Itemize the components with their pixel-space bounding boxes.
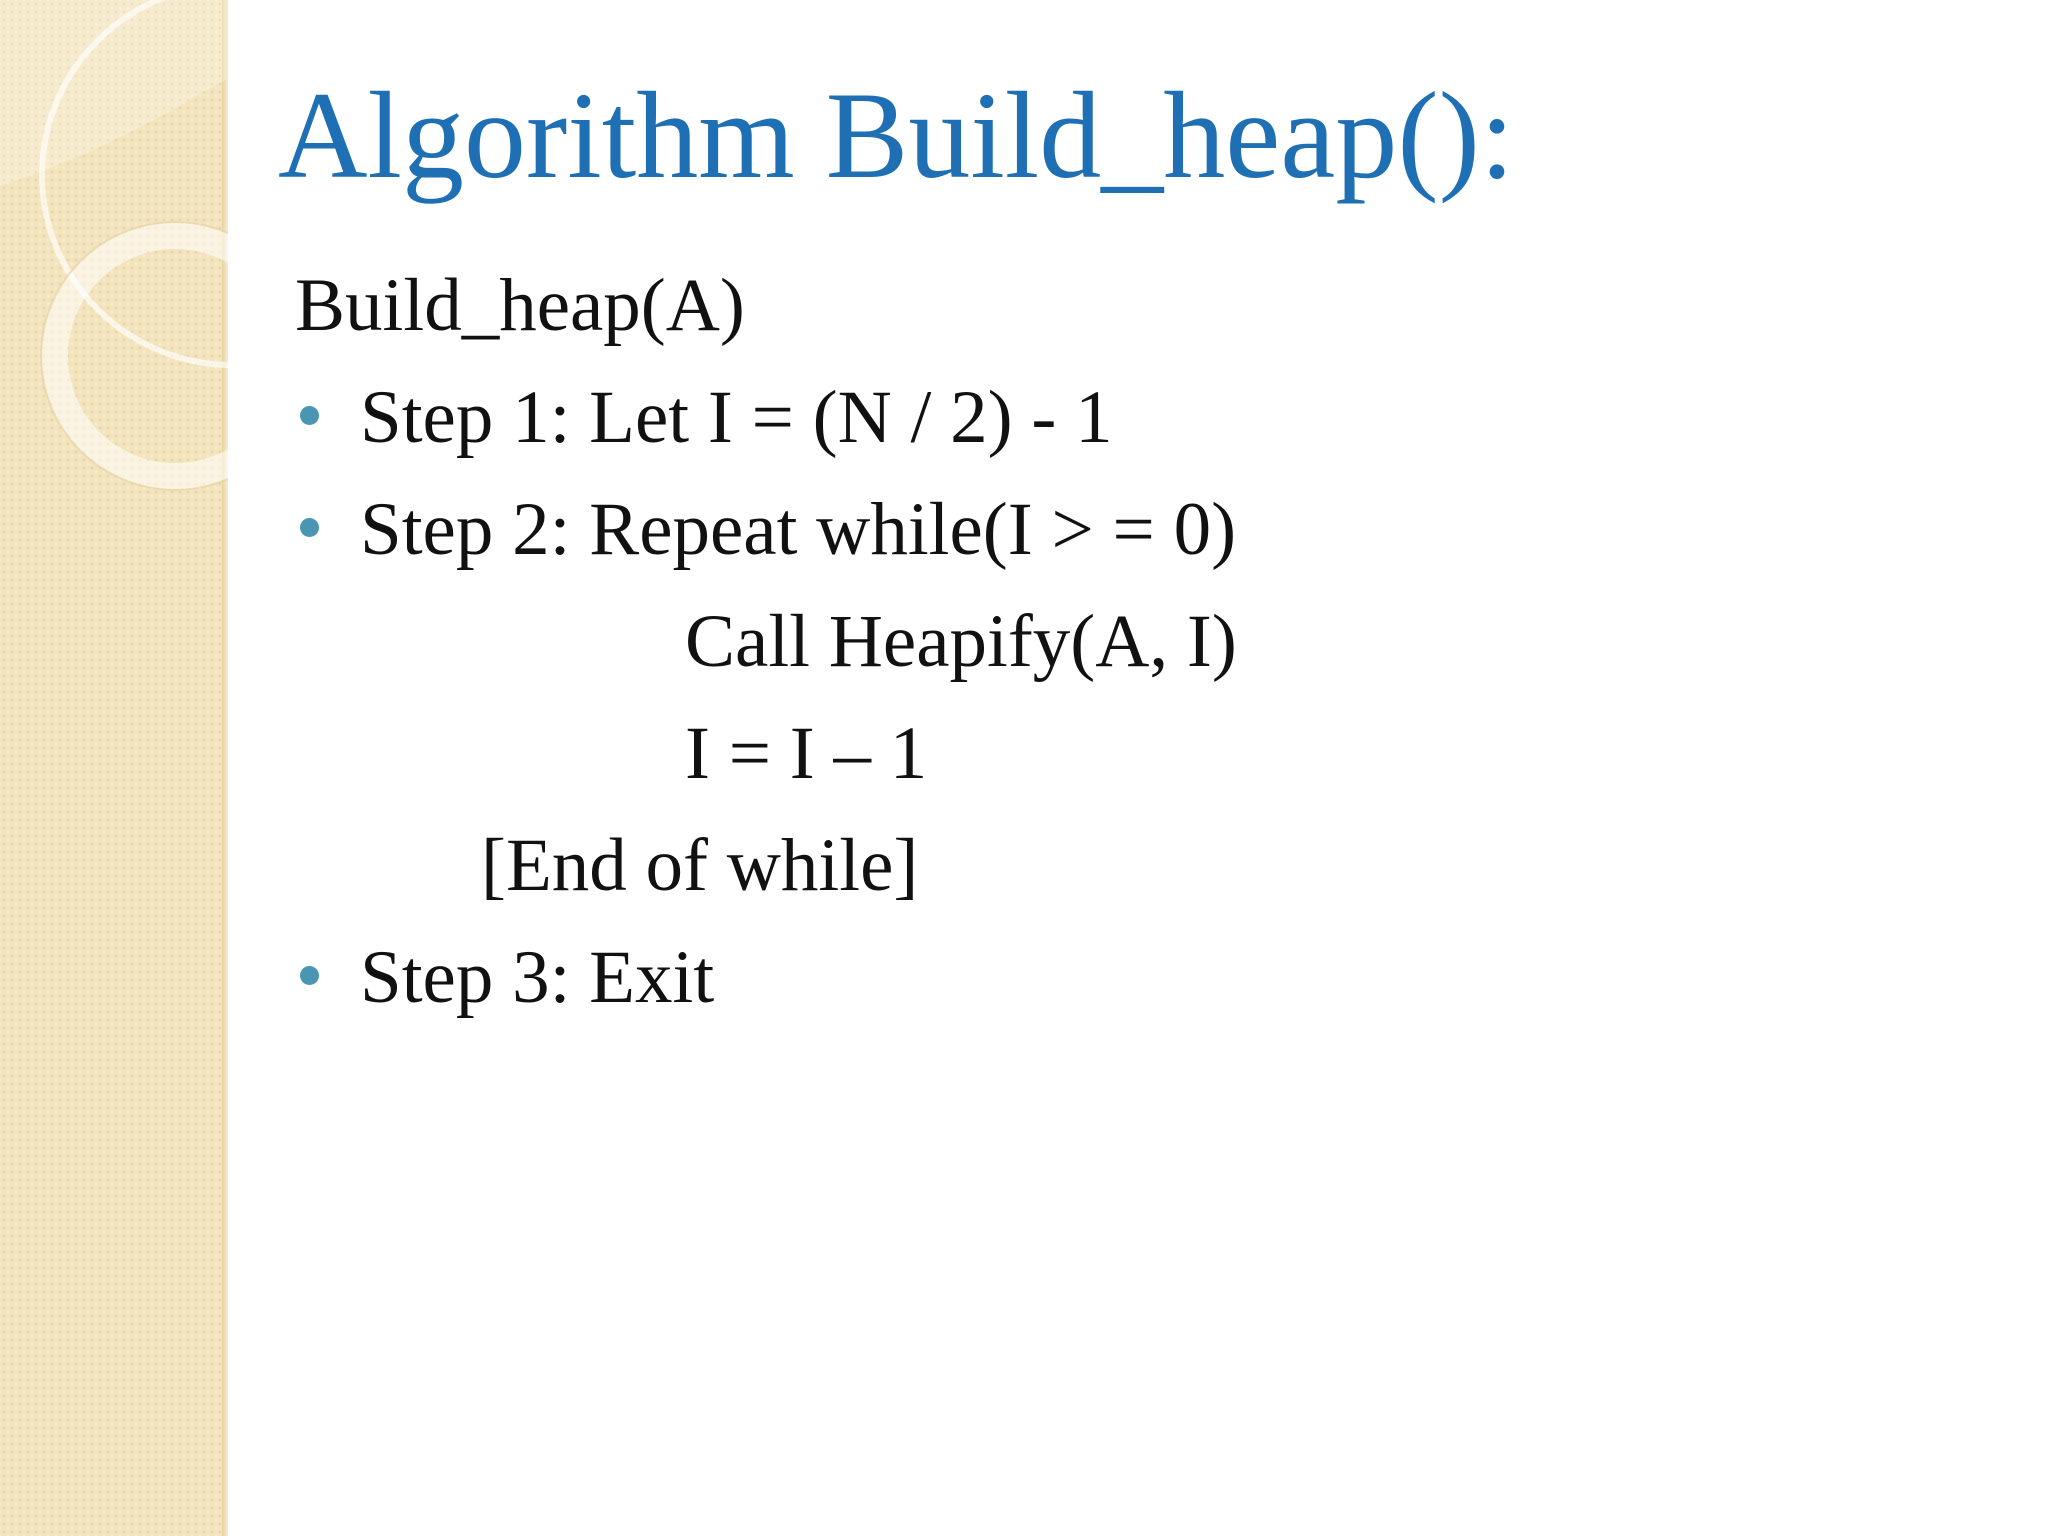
bullet-dot [300,406,319,425]
step-2-text: Step 2: Repeat while(I > = 0) [360,488,1237,571]
step-3-text: Step 3: Exit [360,936,715,1019]
slide-title: Algorithm Build_heap(): [278,67,1515,204]
loop-body-call: Call Heapify(A, I) [685,600,1237,683]
step-1-text: Step 1: Let I = (N / 2) - 1 [360,376,1113,459]
decorative-rings [0,0,228,520]
loop-end: [End of while] [481,824,919,907]
loop-body-decrement: I = I – 1 [685,712,928,795]
bullet-dot [300,966,319,985]
procedure-signature: Build_heap(A) [295,264,745,347]
bullet-dot [300,518,319,537]
